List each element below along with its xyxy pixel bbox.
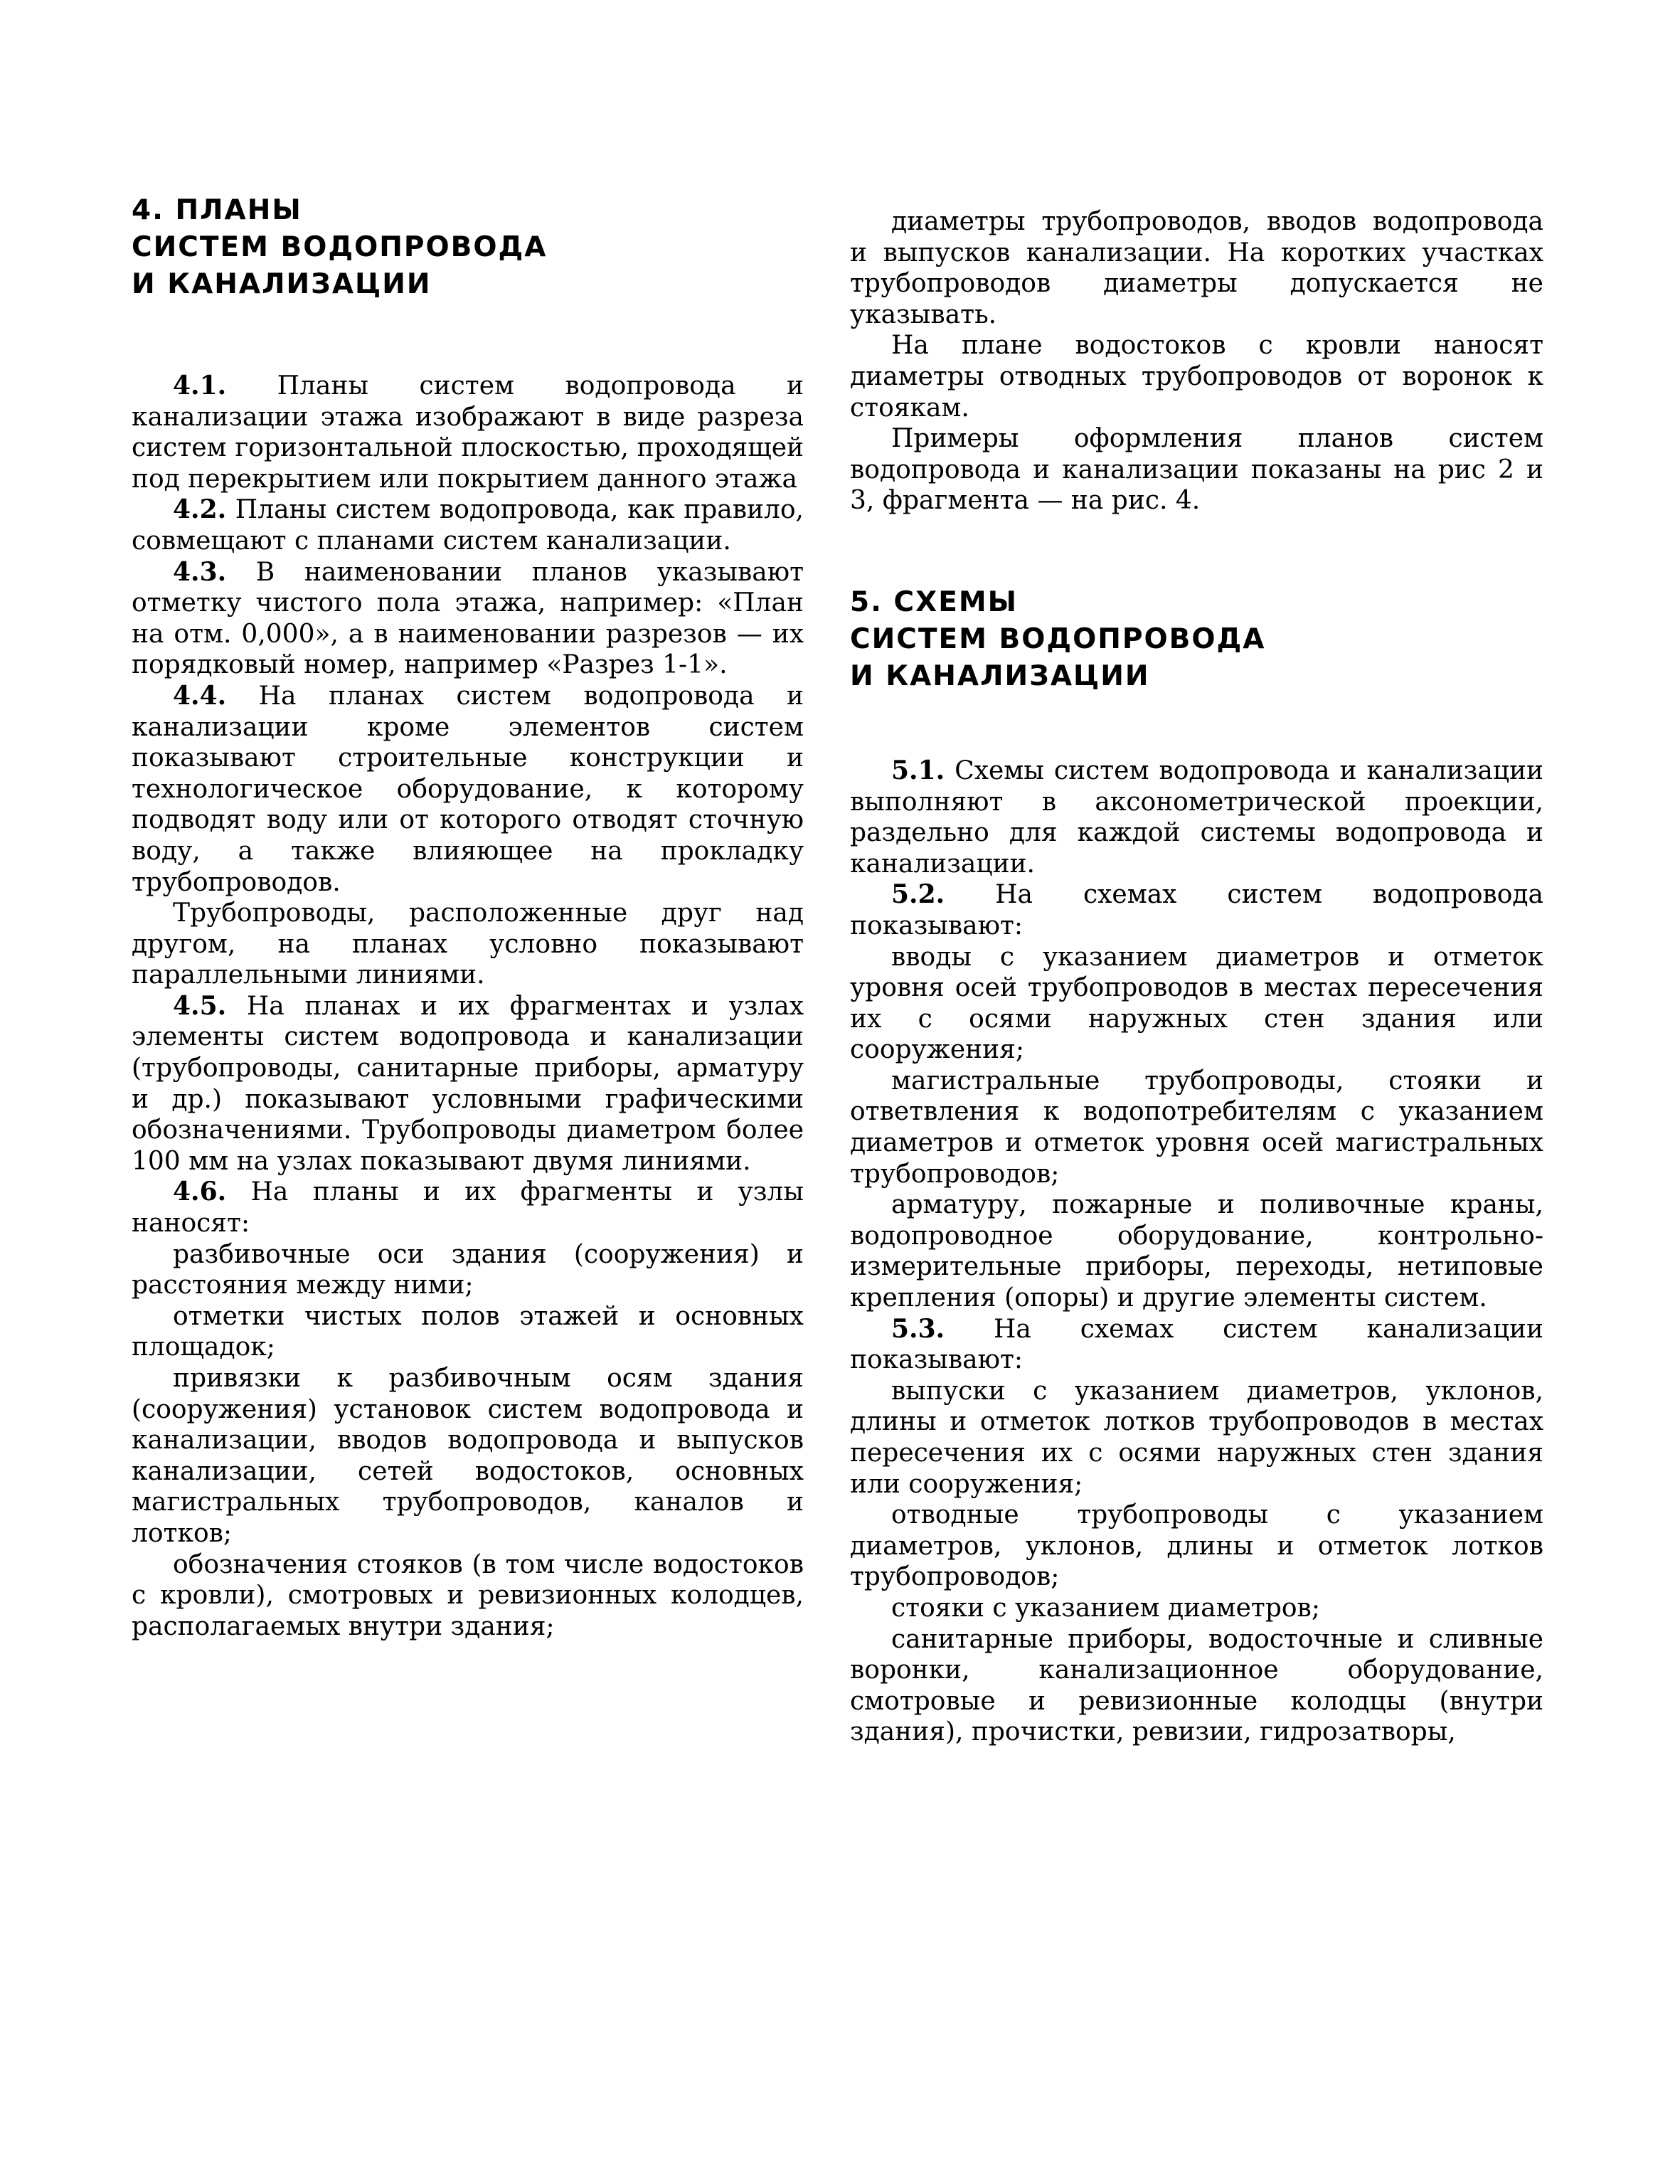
heading-line: СИСТЕМ ВОДОПРОВОДА bbox=[850, 622, 1266, 655]
paragraph-text: обозначения стояков (в том числе водостоков с кровли), смотровых и ревизионных колодцев, располагаемых внутри здания; bbox=[132, 1549, 804, 1641]
heading-line: 4. ПЛАНЫ bbox=[132, 194, 302, 226]
list-item bbox=[132, 1239, 804, 1301]
paragraph bbox=[850, 423, 1543, 516]
paragraph bbox=[850, 879, 1543, 941]
paragraph bbox=[132, 1177, 804, 1239]
paragraph-text: На планах систем водопровода и канализации кроме элементов систем показывают строительные конструкции и технологическое оборудование, к которому подводят воду или от которого отводят сточную воду, а также влияющее на прокладку трубопроводов. bbox=[132, 681, 804, 897]
paragraph-text: В наименовании планов указывают отметку чистого пола этажа, например: «План на отм. 0,000», а в наименовании разрезов — их порядковый номер, например «Разрез 1-1». bbox=[132, 557, 804, 680]
list-item bbox=[132, 1549, 804, 1643]
section-5-heading bbox=[850, 584, 1543, 695]
paragraph bbox=[850, 330, 1543, 423]
list-item bbox=[850, 942, 1543, 1066]
section-4-body bbox=[132, 371, 804, 1642]
list-item bbox=[132, 1301, 804, 1363]
paragraph bbox=[132, 681, 804, 898]
heading-line: 5. СХЕМЫ bbox=[850, 585, 1019, 618]
paragraph-text: На плане водостоков с кровли наносят диаметры отводных трубопроводов от воронок к стоякам. bbox=[850, 331, 1543, 423]
paragraph bbox=[850, 756, 1543, 879]
paragraph bbox=[132, 991, 804, 1177]
clause-number: 4.6. bbox=[173, 1177, 227, 1207]
left-column bbox=[132, 192, 804, 1642]
paragraph-text: стояки с указанием диаметров; bbox=[891, 1593, 1320, 1623]
paragraph bbox=[850, 1314, 1543, 1376]
clause-number: 4.4. bbox=[173, 680, 227, 711]
paragraph-text: отводные трубопроводы с указанием диаметров, уклонов, длины и отметок лотков трубопроводов; bbox=[850, 1500, 1543, 1592]
heading-line: СИСТЕМ ВОДОПРОВОДА bbox=[132, 231, 548, 263]
paragraph-text: Планы систем водопровода и канализации этажа изображают в виде разреза систем горизонтальной плоскостью, проходящей под перекрытием или покрытием данного этажа bbox=[132, 371, 804, 494]
paragraph bbox=[132, 557, 804, 681]
paragraph-text: вводы с указанием диаметров и отметок уровня осей трубопроводов в местах пересечения их с осями наружных стен здания или сооружения; bbox=[850, 942, 1543, 1065]
heading-line: И КАНАЛИЗАЦИИ bbox=[850, 659, 1150, 692]
paragraph-text: привязки к разбивочным осям здания (сооружения) установок систем водопровода и канализации, вводов водопровода и выпусков канализации, сетей водостоков, основных магистральных трубопроводов, каналов и лотков; bbox=[132, 1364, 804, 1548]
paragraph-text: магистральные трубопроводы, стояки и ответвления к водопотребителям с указанием диаметров и отметок уровня осей магистральных трубопроводов; bbox=[850, 1066, 1543, 1189]
section-4-continuation bbox=[850, 206, 1543, 516]
paragraph-text: На планы и их фрагменты и узлы наносят: bbox=[132, 1177, 804, 1239]
paragraph-text: Трубопроводы, расположенные друг над другом, на планах условно показывают параллельными линиями. bbox=[132, 898, 804, 990]
paragraph bbox=[132, 898, 804, 991]
clause-number: 4.2. bbox=[173, 494, 227, 525]
list-item bbox=[850, 1624, 1543, 1748]
paragraph-text: Примеры оформления планов систем водопровода и канализации показаны на рис 2 и 3, фрагмента — на рис. 4. bbox=[850, 424, 1543, 516]
clause-number: 4.1. bbox=[173, 371, 227, 401]
list-item bbox=[850, 206, 1543, 330]
paragraph-text: санитарные приборы, водосточные и сливные воронки, канализационное оборудование, смотровые и ревизионные колодцы (внутри здания), прочистки, ревизии, гидрозатворы, bbox=[850, 1624, 1543, 1747]
clause-number: 4.3. bbox=[173, 556, 227, 587]
paragraph-text: На схемах систем канализации показывают: bbox=[850, 1314, 1543, 1375]
clause-number: 4.5. bbox=[173, 990, 227, 1021]
paragraph-text: На схемах систем водопровода показывают: bbox=[850, 880, 1543, 940]
paragraph bbox=[132, 494, 804, 556]
paragraph-text: диаметры трубопроводов, вводов водопровода и выпусков канализации. На коротких участках трубопроводов диаметры допускается не указывать. bbox=[850, 207, 1543, 329]
clause-number: 5.1. bbox=[891, 755, 945, 785]
paragraph-text: Планы систем водопровода, как правило, совмещают с планами систем канализации. bbox=[132, 495, 804, 556]
paragraph-text: арматуру, пожарные и поливочные краны, водопроводное оборудование, контрольно-измерительные приборы, переходы, нетиповые крепления (опоры) и другие элементы систем. bbox=[850, 1190, 1543, 1313]
right-column bbox=[850, 206, 1543, 1748]
section-4-heading bbox=[132, 192, 804, 303]
list-item bbox=[850, 1066, 1543, 1189]
list-item bbox=[850, 1376, 1543, 1500]
list-item bbox=[850, 1593, 1543, 1624]
list-item bbox=[850, 1500, 1543, 1593]
paragraph-text: выпуски с указанием диаметров, уклонов, длины и отметок лотков трубопроводов в местах пересечения их с осями наружных стен здания или сооружения; bbox=[850, 1376, 1543, 1499]
paragraph-text: На планах и их фрагментах и узлах элементы систем водопровода и канализации (трубопроводы, санитарные приборы, арматуру и др.) показывают условными графическими обозначениями. Трубопроводы диаметром более 100 мм на узлах показывают двумя линиями. bbox=[132, 991, 804, 1176]
clause-number: 5.3. bbox=[891, 1313, 945, 1344]
paragraph-text: Схемы систем водопровода и канализации выполняют в аксонометрической проекции, раздельно для каждой системы водопровода и канализации. bbox=[850, 756, 1543, 879]
paragraph-text: отметки чистых полов этажей и основных площадок; bbox=[132, 1301, 804, 1362]
heading-line: И КАНАЛИЗАЦИИ bbox=[132, 268, 432, 300]
list-item bbox=[132, 1363, 804, 1549]
paragraph-text: разбивочные оси здания (сооружения) и расстояния между ними; bbox=[132, 1239, 804, 1300]
list-item bbox=[850, 1189, 1543, 1313]
clause-number: 5.2. bbox=[891, 879, 945, 910]
paragraph bbox=[132, 371, 804, 494]
section-5-body bbox=[850, 756, 1543, 1748]
